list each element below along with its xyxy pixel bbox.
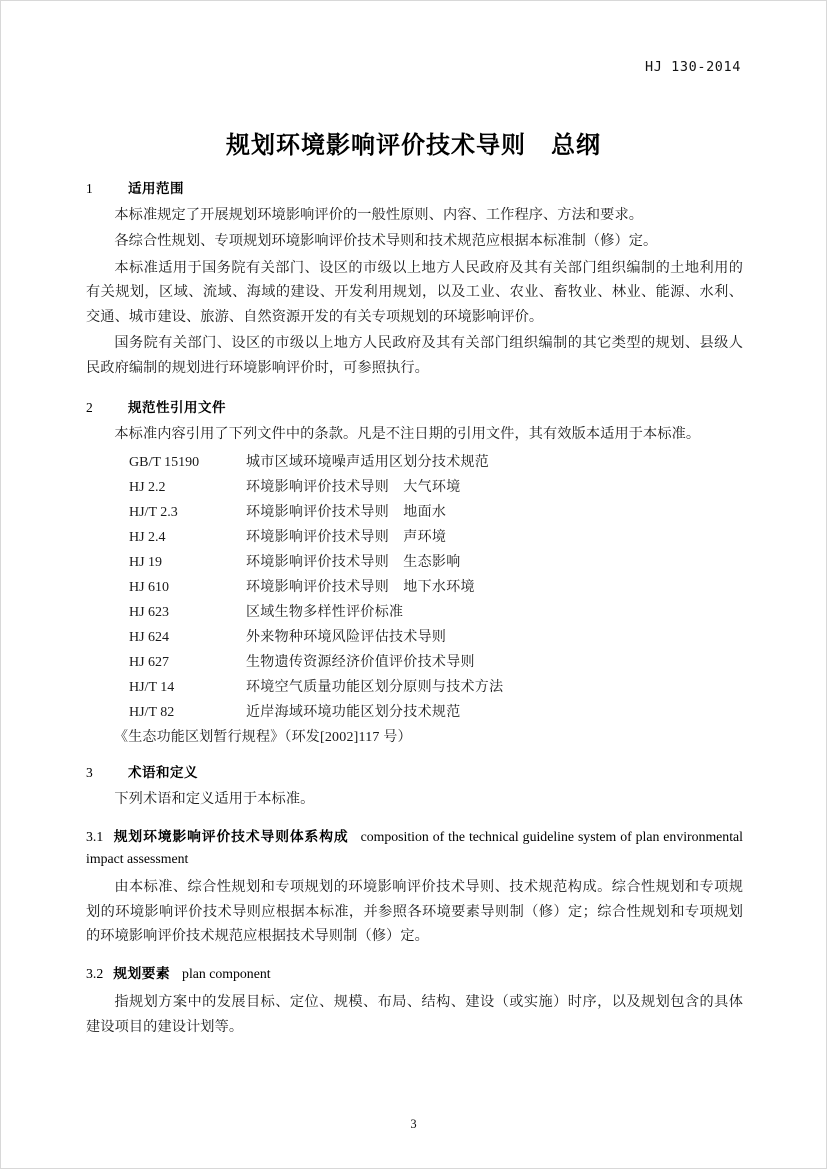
reference-title: 环境影响评价技术导则 地面水 — [246, 505, 447, 521]
running-header-standard-code: HJ 130-2014 — [644, 59, 741, 75]
section-heading-2 — [86, 396, 743, 416]
reference-title: 区域生物多样性评价标准 — [246, 605, 404, 621]
term-number: 3.1 — [86, 828, 104, 844]
section-title-2: 规范性引用文件 — [128, 399, 226, 416]
reference-item — [86, 681, 743, 695]
page-title: 规划环境影响评价技术导则 总纲 — [226, 131, 601, 160]
term-definition: 由本标准、综合性规划和专项规划的环境影响评价技术导则、技术规范构成。综合性规划和专项规划的环境影响评价技术导则应根据本标准，并参照各环境要素导则制（修）定；综合性规划和专项规划的环境影响评价技术规范应根据技术导则制（修）定。 — [86, 879, 743, 945]
reference-title: 环境空气质量功能区划分原则与技术方法 — [246, 680, 504, 696]
normative-reference-list — [86, 456, 743, 720]
reference-item — [86, 581, 743, 595]
reference-title: 环境影响评价技术导则 声环境 — [246, 530, 447, 546]
paragraph: 本标准内容引用了下列文件中的条款。凡是不注日期的引用文件，其有效版本适用于本标准。 — [114, 425, 701, 442]
term-name-en: plan component — [182, 965, 271, 981]
section-title-1: 适用范围 — [128, 181, 184, 197]
page-number: 3 — [410, 1117, 417, 1131]
reference-item — [86, 456, 743, 470]
paragraph: 下列术语和定义适用于本标准。 — [114, 791, 315, 808]
section-heading-3 — [86, 761, 743, 781]
document-body — [86, 161, 743, 1041]
reference-title: 环境影响评价技术导则 地下水环境 — [246, 580, 475, 596]
term-definition: 指规划方案中的发展目标、定位、规模、布局、结构、建设（或实施）时序，以及规划包含的具体建设项目的建设计划等。 — [86, 994, 743, 1035]
reference-item — [86, 481, 743, 495]
reference-code: HJ 2.4 — [129, 530, 166, 546]
term-name-en: composition of the technical guideline system of plan environmental impact assessment — [86, 828, 743, 867]
reference-code: HJ 623 — [129, 605, 170, 621]
reference-item — [86, 531, 743, 545]
section-title-3: 术语和定义 — [128, 765, 198, 782]
reference-title: 城市区域环境噪声适用区划分技术规范 — [246, 455, 490, 471]
paragraph: 本标准规定了开展规划环境影响评价的一般性原则、内容、工作程序、方法和要求。 — [114, 207, 644, 223]
section-3-paragraphs — [86, 787, 743, 811]
section-1-paragraphs — [86, 203, 743, 380]
term-name-cn: 规划要素 — [113, 965, 171, 982]
reference-code: HJ/T 2.3 — [129, 505, 178, 521]
term-heading-3-1 — [86, 826, 743, 871]
paragraph: 本标准适用于国务院有关部门、设区的市级以上地方人民政府及其有关部门组织编制的土地利用的有关规划，区域、流域、海域的建设、开发利用规划，以及工业、农业、畜牧业、林业、能源、水利、交通、城市建设、旅游、自然资源开发的有关专项规划的环境影响评价。 — [86, 259, 743, 325]
paragraph: 国务院有关部门、设区的市级以上地方人民政府及其有关部门组织编制的其它类型的规划、县级人民政府编制的规划进行环境影响评价时，可参照执行。 — [86, 335, 743, 376]
paragraph: 各综合性规划、专项规划环境影响评价技术导则和技术规范应根据本标准制（修）定。 — [114, 233, 658, 250]
section-number-2: 2 — [86, 399, 93, 415]
term-name-cn: 规划环境影响评价技术导则体系构成 — [113, 828, 349, 845]
reference-item — [86, 606, 743, 620]
section-number-3: 3 — [86, 765, 93, 781]
reference-title: 近岸海域环境功能区划分技术规范 — [246, 705, 461, 721]
section-heading-1 — [86, 177, 743, 197]
term-heading-3-2 — [86, 963, 743, 985]
reference-code: HJ 610 — [129, 580, 170, 596]
reference-code: HJ 19 — [129, 555, 163, 571]
reference-item — [86, 656, 743, 670]
reference-item — [86, 631, 743, 645]
reference-title: 生物遗传资源经济价值评价技术导则 — [246, 655, 475, 671]
reference-code: HJ 624 — [129, 630, 170, 646]
reference-code: HJ/T 82 — [129, 705, 175, 721]
section-number-1: 1 — [86, 181, 93, 196]
reference-regulation-note: 《生态功能区划暂行规程》（环发[2002]117 号） — [114, 730, 412, 746]
reference-item — [86, 506, 743, 520]
reference-code: HJ 2.2 — [129, 480, 166, 496]
section-2-paragraphs — [86, 422, 743, 446]
reference-title: 外来物种环境风险评估技术导则 — [246, 630, 447, 646]
term-number: 3.2 — [86, 965, 104, 981]
reference-code: GB/T 15190 — [129, 455, 200, 471]
reference-code: HJ 627 — [129, 655, 170, 671]
reference-item — [86, 556, 743, 570]
reference-title: 环境影响评价技术导则 生态影响 — [246, 555, 461, 571]
reference-item — [86, 706, 743, 720]
reference-code: HJ/T 14 — [129, 680, 175, 696]
reference-title: 环境影响评价技术导则 大气环境 — [246, 480, 461, 496]
